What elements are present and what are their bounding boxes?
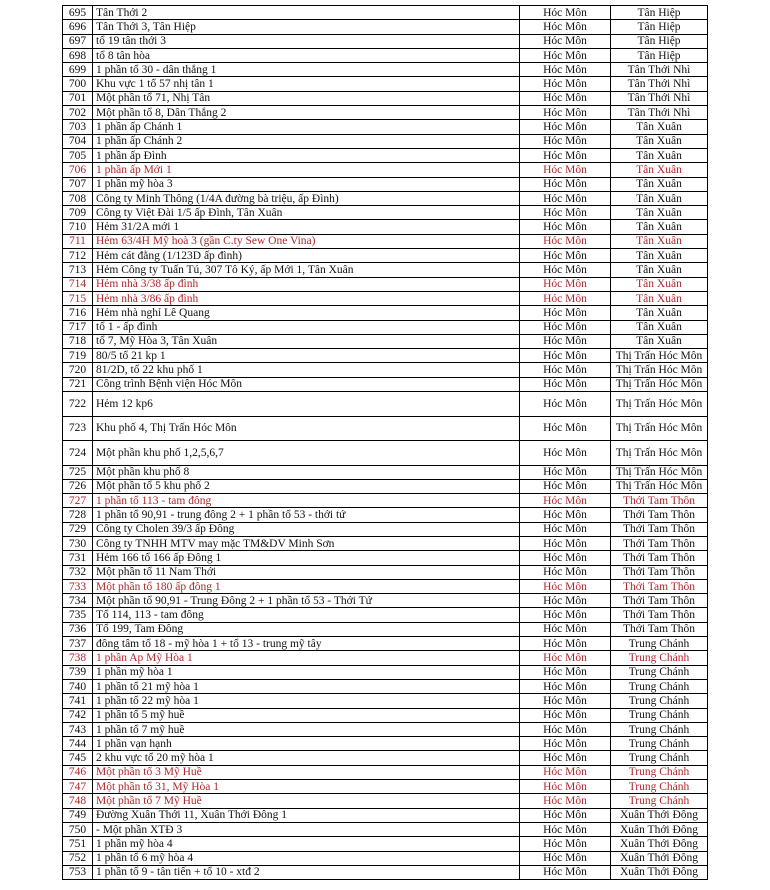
area-name-cell: 1 phần Ap Mỹ Hòa 1 [93,651,520,665]
district-cell: Hóc Môn [520,622,611,636]
row-number-cell: 734 [63,594,93,608]
row-number-cell: 711 [63,234,93,248]
area-name-cell: tổ 8 tân hòa [93,48,520,62]
row-number-cell: 722 [63,392,93,417]
area-name-cell: 1 phần ấp Chánh 2 [93,134,520,148]
ward-cell: Tân Hiệp [611,34,708,48]
table-row [63,320,708,334]
district-cell: Hóc Môn [520,34,611,48]
ward-cell: Tân Xuân [611,191,708,205]
area-name-cell: tổ 19 tân thới 3 [93,34,520,48]
row-number-cell: 742 [63,708,93,722]
district-cell: Hóc Môn [520,537,611,551]
ward-cell: Xuân Thới Đông [611,808,708,822]
row-number-cell: 720 [63,363,93,377]
ward-cell: Tân Xuân [611,163,708,177]
area-name-cell: Một phần tổ 180 ấp đông 1 [93,579,520,593]
row-number-cell: 696 [63,20,93,34]
table-row [63,651,708,665]
ward-cell: Thị Trấn Hóc Môn [611,363,708,377]
area-name-cell: 1 phần tổ 9 - tân tiến + tổ 10 - xtđ 2 [93,865,520,879]
district-cell: Hóc Môn [520,77,611,91]
row-number-cell: 738 [63,651,93,665]
area-name-cell: Hẻm nhà nghỉ Lê Quang [93,306,520,320]
table-row [63,120,708,134]
row-number-cell: 723 [63,416,93,441]
ward-cell: Trung Chánh [611,665,708,679]
district-cell: Hóc Môn [520,479,611,493]
area-name-cell: Tổ 199, Tam Đông [93,622,520,636]
table-row [63,579,708,593]
row-number-cell: 751 [63,837,93,851]
area-name-cell: Một phần tổ 8, Dân Thắng 2 [93,106,520,120]
district-cell: Hóc Môn [520,306,611,320]
table-row [63,20,708,34]
table-row [63,865,708,879]
row-number-cell: 736 [63,622,93,636]
area-name-cell: Một phần tổ 11 Nam Thới [93,565,520,579]
district-cell: Hóc Môn [520,780,611,794]
row-number-cell: 705 [63,148,93,162]
row-number-cell: 753 [63,865,93,879]
district-cell: Hóc Môn [520,508,611,522]
row-number-cell: 700 [63,77,93,91]
ward-cell: Tân Xuân [611,249,708,263]
row-number-cell: 728 [63,508,93,522]
ward-cell: Trung Chánh [611,708,708,722]
row-number-cell: 701 [63,91,93,105]
area-name-cell: 1 phần ấp Mới 1 [93,163,520,177]
row-number-cell: 713 [63,263,93,277]
table-row [63,694,708,708]
ward-cell: Thới Tam Thôn [611,594,708,608]
ward-cell: Thới Tam Thôn [611,579,708,593]
ward-cell: Trung Chánh [611,794,708,808]
ward-cell: Trung Chánh [611,679,708,693]
ward-cell: Tân Xuân [611,334,708,348]
area-name-cell: 1 phần tổ 30 - dân thắng 1 [93,63,520,77]
ward-cell: Thị Trấn Hóc Môn [611,465,708,479]
row-number-cell: 703 [63,120,93,134]
row-number-cell: 716 [63,306,93,320]
row-number-cell: 707 [63,177,93,191]
area-name-cell: Công ty Cholen 39/3 ấp Đông [93,522,520,536]
district-cell: Hóc Môn [520,291,611,305]
area-name-cell: Công ty TNHH MTV may mặc TM&DV Minh Sơn [93,537,520,551]
district-cell: Hóc Môn [520,377,611,391]
district-cell: Hóc Môn [520,441,611,466]
table-body [63,6,708,880]
ward-cell: Tân Hiệp [611,48,708,62]
district-cell: Hóc Môn [520,637,611,651]
table-row [63,148,708,162]
ward-cell: Tân Thới Nhì [611,77,708,91]
table-row [63,837,708,851]
table-row [63,48,708,62]
district-cell: Hóc Môn [520,249,611,263]
ward-cell: Trung Chánh [611,694,708,708]
area-name-cell: 81/2D, tổ 22 khu phố 1 [93,363,520,377]
row-number-cell: 740 [63,679,93,693]
district-cell: Hóc Môn [520,694,611,708]
table-row [63,91,708,105]
ward-cell: Trung Chánh [611,722,708,736]
ward-cell: Tân Hiệp [611,6,708,20]
row-number-cell: 725 [63,465,93,479]
ward-cell: Thới Tam Thôn [611,522,708,536]
ward-cell: Thị Trấn Hóc Môn [611,416,708,441]
district-cell: Hóc Môn [520,148,611,162]
table-row [63,334,708,348]
row-number-cell: 704 [63,134,93,148]
ward-cell: Tân Xuân [611,277,708,291]
area-name-cell: Một phần tổ 7 Mỹ Huề [93,794,520,808]
row-number-cell: 750 [63,822,93,836]
ward-cell: Thới Tam Thôn [611,508,708,522]
table-row [63,306,708,320]
district-cell: Hóc Môn [520,134,611,148]
table-row [63,441,708,466]
area-name-cell: tổ 1 - ấp đình [93,320,520,334]
row-number-cell: 733 [63,579,93,593]
area-name-cell: 1 phần tổ 21 mỹ hòa 1 [93,679,520,693]
row-number-cell: 746 [63,765,93,779]
table-row [63,751,708,765]
district-cell: Hóc Môn [520,708,611,722]
row-number-cell: 748 [63,794,93,808]
ward-cell: Thới Tam Thôn [611,565,708,579]
ward-cell: Trung Chánh [611,765,708,779]
row-number-cell: 708 [63,191,93,205]
ward-cell: Thị Trấn Hóc Môn [611,377,708,391]
ward-cell: Tân Thới Nhì [611,106,708,120]
table-row [63,63,708,77]
table-row [63,851,708,865]
ward-cell: Tân Thới Nhì [611,63,708,77]
table-row [63,392,708,417]
table-row [63,234,708,248]
district-cell: Hóc Môn [520,608,611,622]
area-name-cell: 1 phần ấp Đình [93,148,520,162]
row-number-cell: 710 [63,220,93,234]
row-number-cell: 714 [63,277,93,291]
ward-cell: Trung Chánh [611,780,708,794]
district-cell: Hóc Môn [520,579,611,593]
row-number-cell: 739 [63,665,93,679]
district-cell: Hóc Môn [520,722,611,736]
row-number-cell: 732 [63,565,93,579]
area-name-cell: 1 phần mỹ hòa 1 [93,665,520,679]
area-name-cell: Hẻm 12 kp6 [93,392,520,417]
district-cell: Hóc Môn [520,234,611,248]
ward-cell: Xuân Thới Đông [611,865,708,879]
table-row [63,822,708,836]
district-cell: Hóc Môn [520,465,611,479]
ward-cell: Xuân Thới Đông [611,822,708,836]
table-row [63,349,708,363]
area-name-cell: 1 phần tổ 6 mỹ hòa 4 [93,851,520,865]
table-row [63,291,708,305]
area-name-cell: 1 phần mỹ hòa 3 [93,177,520,191]
ward-cell: Tân Xuân [611,134,708,148]
row-number-cell: 715 [63,291,93,305]
row-number-cell: 731 [63,551,93,565]
table-row [63,465,708,479]
area-name-cell: 1 phần mỹ hòa 4 [93,837,520,851]
area-name-cell: Tổ 114, 113 - tam đông [93,608,520,622]
table-row [63,622,708,636]
row-number-cell: 737 [63,637,93,651]
row-number-cell: 743 [63,722,93,736]
row-number-cell: 697 [63,34,93,48]
ward-cell: Tân Xuân [611,306,708,320]
table-row [63,263,708,277]
district-cell: Hóc Môn [520,320,611,334]
ward-cell: Xuân Thới Đông [611,837,708,851]
row-number-cell: 702 [63,106,93,120]
ward-cell: Thị Trấn Hóc Môn [611,349,708,363]
row-number-cell: 695 [63,6,93,20]
area-name-cell: Công trình Bệnh viện Hóc Môn [93,377,520,391]
row-number-cell: 721 [63,377,93,391]
row-number-cell: 747 [63,780,93,794]
area-name-cell: 1 phần tổ 22 mỹ hòa 1 [93,694,520,708]
ward-cell: Tân Xuân [611,220,708,234]
table-row [63,106,708,120]
district-cell: Hóc Môn [520,6,611,20]
district-cell: Hóc Môn [520,494,611,508]
table-row [63,537,708,551]
row-number-cell: 741 [63,694,93,708]
table-row [63,565,708,579]
ward-cell: Xuân Thới Đông [611,851,708,865]
table-row [63,708,708,722]
area-name-cell: tổ 7, Mỹ Hòa 3, Tân Xuân [93,334,520,348]
row-number-cell: 735 [63,608,93,622]
table-row [63,594,708,608]
table-row [63,665,708,679]
row-number-cell: 724 [63,441,93,466]
ward-cell: Tân Xuân [611,234,708,248]
area-name-cell: Hẻm 31/2A mới 1 [93,220,520,234]
district-cell: Hóc Môn [520,522,611,536]
district-cell: Hóc Môn [520,177,611,191]
district-cell: Hóc Môn [520,651,611,665]
area-name-cell: Công ty Việt Đài 1/5 ấp Đình, Tân Xuân [93,206,520,220]
district-cell: Hóc Môn [520,163,611,177]
ward-cell: Tân Xuân [611,206,708,220]
ward-cell: Trung Chánh [611,751,708,765]
table-row [63,722,708,736]
district-cell: Hóc Môn [520,277,611,291]
row-number-cell: 712 [63,249,93,263]
ward-cell: Tân Xuân [611,263,708,277]
district-cell: Hóc Môn [520,737,611,751]
area-name-cell: Hẻm Công ty Tuấn Tú, 307 Tô Ký, ấp Mới 1, Tân Xuân [93,263,520,277]
district-cell: Hóc Môn [520,220,611,234]
area-name-cell: 1 phần tổ 90,91 - trung đông 2 + 1 phần tổ 53 - thới tứ [93,508,520,522]
row-number-cell: 726 [63,479,93,493]
table-row [63,808,708,822]
area-name-cell: Khu vực 1 tổ 57 nhị tân 1 [93,77,520,91]
row-number-cell: 727 [63,494,93,508]
area-name-cell: Tân Thới 2 [93,6,520,20]
area-name-cell: Đường Xuân Thới 11, Xuân Thới Đông 1 [93,808,520,822]
district-cell: Hóc Môn [520,191,611,205]
ward-cell: Thới Tam Thôn [611,608,708,622]
district-cell: Hóc Môn [520,865,611,879]
district-cell: Hóc Môn [520,751,611,765]
area-name-cell: 1 phần vạn hạnh [93,737,520,751]
row-number-cell: 698 [63,48,93,62]
area-name-cell: Hẻm cát đằng (1/123D ấp đình) [93,249,520,263]
area-name-cell: Một phần tổ 31, Mỹ Hòa 1 [93,780,520,794]
district-cell: Hóc Môn [520,808,611,822]
table-row [63,34,708,48]
ward-cell: Thới Tam Thôn [611,622,708,636]
ward-cell: Tân Xuân [611,120,708,134]
table-row [63,765,708,779]
row-number-cell: 717 [63,320,93,334]
table-row [63,206,708,220]
district-cell: Hóc Môn [520,48,611,62]
ward-cell: Thới Tam Thôn [611,551,708,565]
row-number-cell: 699 [63,63,93,77]
ward-cell: Thị Trấn Hóc Môn [611,441,708,466]
table-row [63,77,708,91]
table-row [63,220,708,234]
district-cell: Hóc Môn [520,765,611,779]
row-number-cell: 729 [63,522,93,536]
district-cell: Hóc Môn [520,665,611,679]
district-cell: Hóc Môn [520,63,611,77]
area-name-cell: 2 khu vực tổ 20 mỹ hòa 1 [93,751,520,765]
district-cell: Hóc Môn [520,794,611,808]
area-name-cell: 1 phần tổ 5 mỹ huề [93,708,520,722]
area-name-cell: Hẻm 166 tổ 166 ấp Đông 1 [93,551,520,565]
table-row [63,177,708,191]
area-name-cell: Một phần tổ 90,91 - Trung Đông 2 + 1 phần tổ 53 - Thới Tứ [93,594,520,608]
row-number-cell: 745 [63,751,93,765]
district-cell: Hóc Môn [520,349,611,363]
table-row [63,277,708,291]
district-cell: Hóc Môn [520,334,611,348]
table-row [63,780,708,794]
row-number-cell: 718 [63,334,93,348]
area-name-cell: Hẻm 63/4H Mỹ hoà 3 (gần C.ty Sew One Vina) [93,234,520,248]
district-cell: Hóc Môn [520,392,611,417]
table-row [63,6,708,20]
district-cell: Hóc Môn [520,363,611,377]
area-name-cell: Một phần tổ 5 khu phố 2 [93,479,520,493]
area-list-table [62,5,708,880]
ward-cell: Tân Xuân [611,291,708,305]
ward-cell: Tân Xuân [611,320,708,334]
ward-cell: Thị Trấn Hóc Môn [611,392,708,417]
area-name-cell: Công ty Minh Thông (1/4A đường bà triệu, ấp Đình) [93,191,520,205]
district-cell: Hóc Môn [520,851,611,865]
table-row [63,363,708,377]
area-name-cell: Một phần tổ 71, Nhị Tân [93,91,520,105]
table-row [63,416,708,441]
district-cell: Hóc Môn [520,263,611,277]
row-number-cell: 706 [63,163,93,177]
table-row [63,494,708,508]
ward-cell: Thới Tam Thôn [611,537,708,551]
area-name-cell: Hẻm nhà 3/38 ấp đình [93,277,520,291]
table-row [63,794,708,808]
table-row [63,737,708,751]
table-row [63,377,708,391]
ward-cell: Trung Chánh [611,637,708,651]
district-cell: Hóc Môn [520,91,611,105]
row-number-cell: 719 [63,349,93,363]
area-name-cell: Khu phố 4, Thị Trấn Hóc Môn [93,416,520,441]
row-number-cell: 730 [63,537,93,551]
district-cell: Hóc Môn [520,565,611,579]
area-name-cell: Hẻm nhà 3/86 ấp đình [93,291,520,305]
area-name-cell: 1 phần tổ 7 mỹ huề [93,722,520,736]
district-cell: Hóc Môn [520,416,611,441]
district-cell: Hóc Môn [520,120,611,134]
district-cell: Hóc Môn [520,20,611,34]
district-cell: Hóc Môn [520,594,611,608]
area-name-cell: 1 phần ấp Chánh 1 [93,120,520,134]
ward-cell: Thới Tam Thôn [611,494,708,508]
district-cell: Hóc Môn [520,822,611,836]
ward-cell: Tân Xuân [611,148,708,162]
area-name-cell: 1 phần tổ 113 - tam đông [93,494,520,508]
ward-cell: Tân Xuân [611,177,708,191]
row-number-cell: 744 [63,737,93,751]
area-name-cell: - Một phần XTĐ 3 [93,822,520,836]
district-cell: Hóc Môn [520,679,611,693]
area-name-cell: Tân Thới 3, Tân Hiệp [93,20,520,34]
table-row [63,249,708,263]
ward-cell: Trung Chánh [611,651,708,665]
row-number-cell: 709 [63,206,93,220]
table-row [63,134,708,148]
district-cell: Hóc Môn [520,106,611,120]
table-row [63,522,708,536]
district-cell: Hóc Môn [520,551,611,565]
table-row [63,163,708,177]
ward-cell: Trung Chánh [611,737,708,751]
table-row [63,608,708,622]
area-name-cell: đông tâm tổ 18 - mỹ hòa 1 + tổ 13 - trung mỹ tây [93,637,520,651]
ward-cell: Tân Hiệp [611,20,708,34]
ward-cell: Tân Thới Nhì [611,91,708,105]
area-name-cell: Một phần tổ 3 Mỹ Huề [93,765,520,779]
table-row [63,508,708,522]
table-row [63,679,708,693]
area-name-cell: 80/5 tổ 21 kp 1 [93,349,520,363]
area-name-cell: Một phần khu phố 8 [93,465,520,479]
table-row [63,191,708,205]
district-cell: Hóc Môn [520,837,611,851]
row-number-cell: 752 [63,851,93,865]
ward-cell: Thị Trấn Hóc Môn [611,479,708,493]
row-number-cell: 749 [63,808,93,822]
table-row [63,551,708,565]
area-name-cell: Một phần khu phố 1,2,5,6,7 [93,441,520,466]
table-row [63,637,708,651]
table-row [63,479,708,493]
district-cell: Hóc Môn [520,206,611,220]
